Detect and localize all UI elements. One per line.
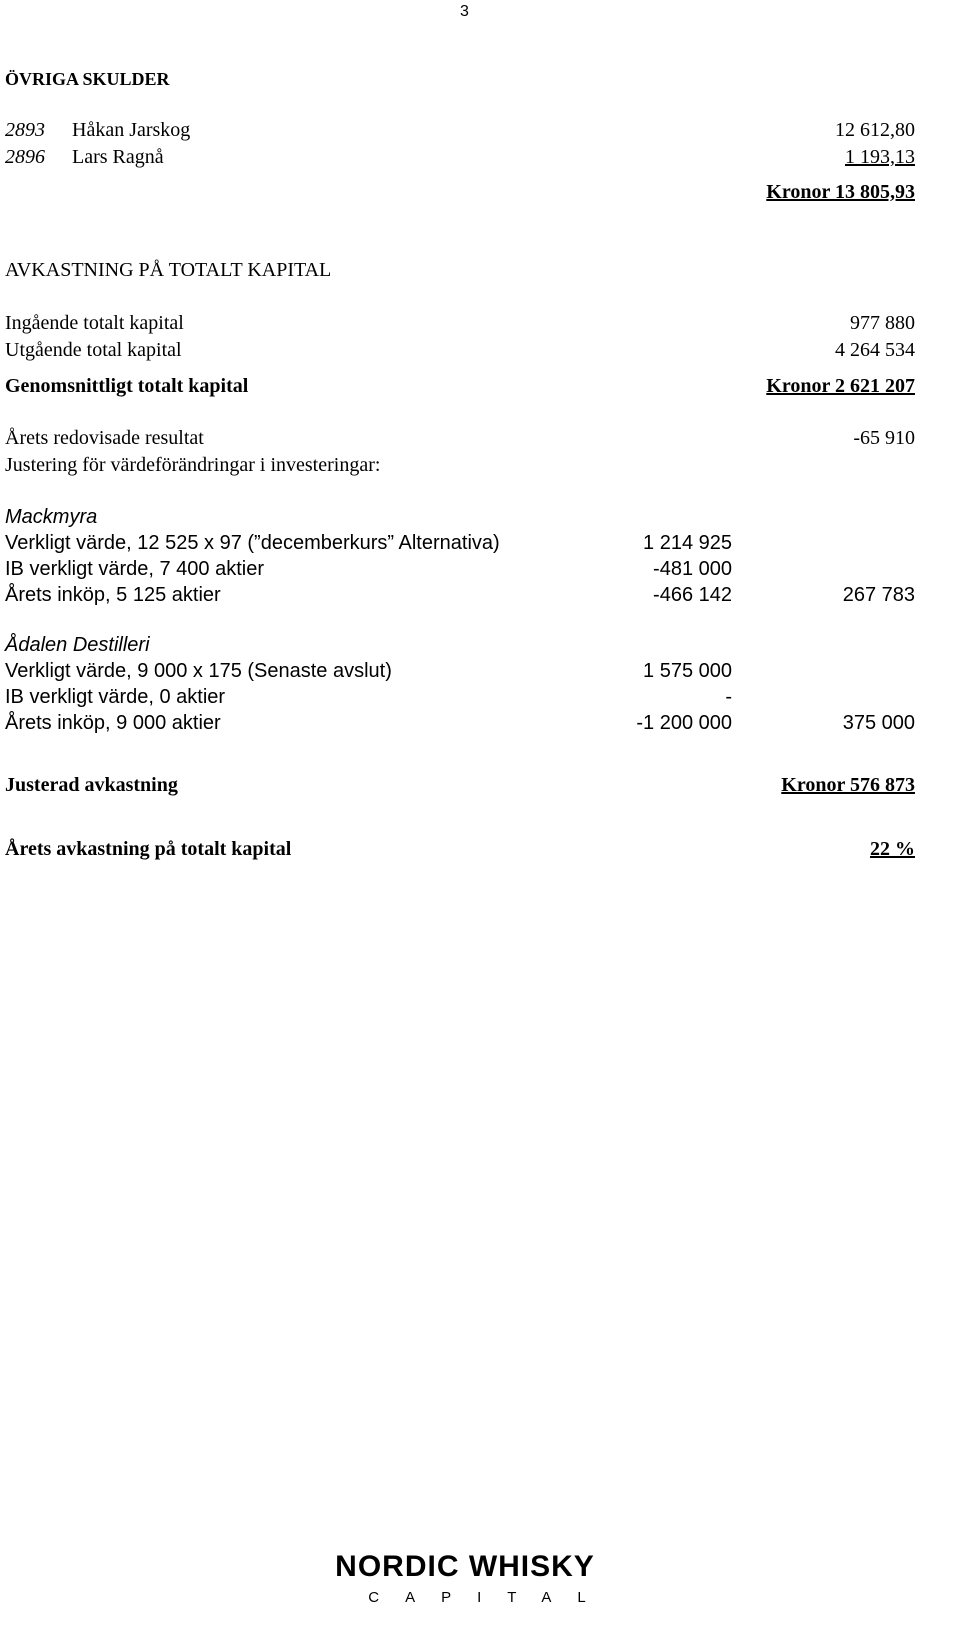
mackmyra-row-label: Verkligt värde, 12 525 x 97 (”decemberkurs” Alternativa) xyxy=(5,532,500,554)
adalen-row-mid: 1 575 000 xyxy=(643,660,732,682)
justerad-value: Kronor 576 873 xyxy=(781,774,915,796)
debt-amount: 1 193,13 xyxy=(845,146,915,168)
company-logo-sub xyxy=(0,1590,960,1605)
adalen-row-mid: -1 200 000 xyxy=(636,712,732,734)
creditor-name: Håkan Jarskog xyxy=(72,119,191,141)
arets-avkastning-value: 22 % xyxy=(870,838,915,860)
account-number: 2893 xyxy=(5,119,45,141)
utgaende-label: Utgående total kapital xyxy=(5,339,182,361)
mackmyra-row-mid: -466 142 xyxy=(653,584,732,606)
company-logo xyxy=(0,1552,930,1582)
avkastning-heading: AVKASTNING PÅ TOTALT KAPITAL xyxy=(5,259,332,281)
ingaende-value: 977 880 xyxy=(850,312,915,334)
justerad-label: Justerad avkastning xyxy=(5,774,178,796)
logo-sub-text: CAPITAL xyxy=(368,1589,612,1606)
mackmyra-row-right: 267 783 xyxy=(842,584,915,606)
debt-amount: 12 612,80 xyxy=(835,119,915,141)
justering-label: Justering för värdeförändringar i investeringar: xyxy=(5,454,381,476)
arets-avkastning-label: Årets avkastning på totalt kapital xyxy=(5,838,292,860)
debt-total: Kronor 13 805,93 xyxy=(766,181,915,203)
mackmyra-row-mid: -481 000 xyxy=(653,558,732,580)
genomsnitt-value: Kronor 2 621 207 xyxy=(766,375,915,397)
utgaende-value: 4 264 534 xyxy=(835,339,915,361)
resultat-value: -65 910 xyxy=(853,427,915,449)
adalen-row-label: Verkligt värde, 9 000 x 175 (Senaste avslut) xyxy=(5,660,392,682)
adalen-row-label: IB verkligt värde, 0 aktier xyxy=(5,686,226,708)
mackmyra-row-mid: 1 214 925 xyxy=(643,532,732,554)
ovriga-skulder-heading: ÖVRIGA SKULDER xyxy=(5,69,170,89)
logo-main-text: NORDIC WHISKY xyxy=(335,1550,595,1583)
adalen-row-mid: - xyxy=(725,686,732,708)
mackmyra-row-label: Årets inköp, 5 125 aktier xyxy=(5,584,221,606)
resultat-label: Årets redovisade resultat xyxy=(5,427,204,449)
genomsnitt-label: Genomsnittligt totalt kapital xyxy=(5,375,249,397)
mackmyra-title: Mackmyra xyxy=(5,506,98,528)
creditor-name: Lars Ragnå xyxy=(72,146,164,168)
mackmyra-row-label: IB verkligt värde, 7 400 aktier xyxy=(5,558,265,580)
adalen-row-right: 375 000 xyxy=(842,712,915,734)
ingaende-label: Ingående totalt kapital xyxy=(5,312,184,334)
adalen-row-label: Årets inköp, 9 000 aktier xyxy=(5,712,221,734)
adalen-title: Ådalen Destilleri xyxy=(5,634,150,656)
account-number: 2896 xyxy=(5,146,45,168)
page-number: 3 xyxy=(460,3,469,20)
